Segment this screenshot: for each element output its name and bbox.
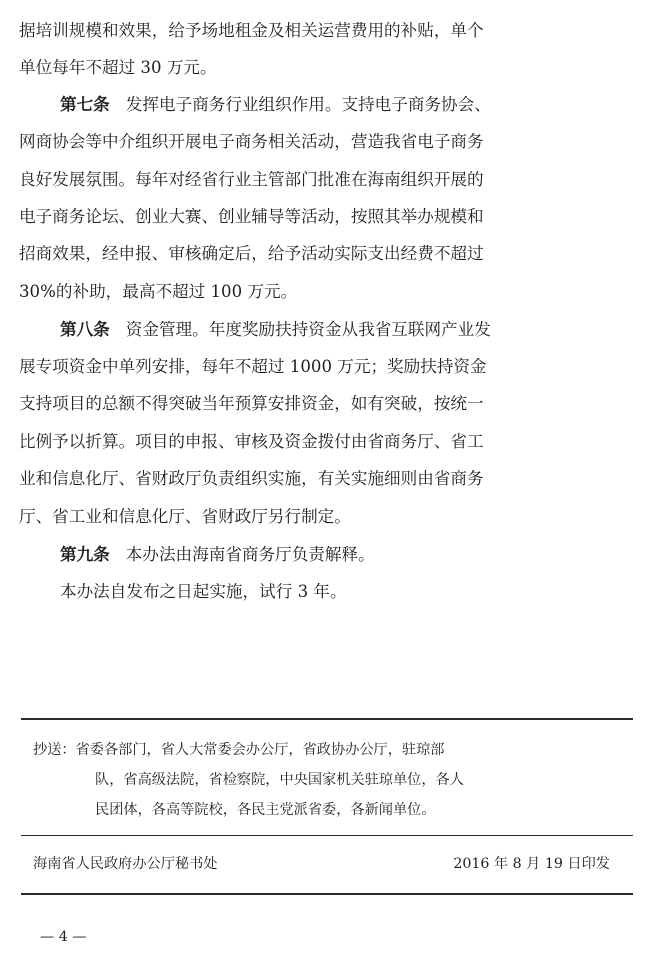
body-line: 招商效果，经申报、审核确定后，给予活动实际支出经费不超过 <box>19 244 484 263</box>
cc-line: 抄送：省委各部门，省人大常委会办公厅，省政协办公厅，驻琼部 <box>33 742 445 758</box>
body-line: 30%的补助，最高不超过 100 万元。 <box>19 282 298 301</box>
cc-line: 民团体，各高等院校，各民主党派省委，各新闻单位。 <box>95 802 436 818</box>
article-8-heading: 第八条 <box>60 320 110 339</box>
article-7-first-line <box>60 93 491 117</box>
page-number: — 4 — <box>40 929 87 945</box>
footer-top-rule <box>21 718 633 720</box>
footer-bottom-rule <box>21 893 633 895</box>
body-line: 业和信息化厅、省财政厅负责组织实施，有关实施细则由省商务 <box>19 469 484 488</box>
body-line: 展专项资金中单列安排，每年不超过 1000 万元；奖励扶持资金 <box>19 357 487 376</box>
article-8-text: 资金管理。年度奖励扶持资金从我省互联网产业发 <box>125 320 491 339</box>
body-line: 支持项目的总额不得突破当年预算安排资金，如有突破，按统一 <box>19 394 484 413</box>
issuer: 海南省人民政府办公厅秘书处 <box>33 856 218 872</box>
body-line: 电子商务论坛、创业大赛、创业辅导等活动，按照其举办规模和 <box>19 207 484 226</box>
article-9-heading: 第九条 <box>60 545 110 564</box>
print-date: 2016 年 8 月 19 日印发 <box>453 856 610 872</box>
closing-line: 本办法自发布之日起实施，试行 3 年。 <box>60 582 347 601</box>
article-7-heading: 第七条 <box>60 95 110 114</box>
article-8-first-line <box>60 318 491 342</box>
article-9-line <box>60 543 375 567</box>
body-line: 厅、省工业和信息化厅、省财政厅另行制定。 <box>19 507 351 526</box>
body-line: 单位每年不超过 30 万元。 <box>19 58 217 77</box>
body-line: 据培训规模和效果，给予场地租金及相关运营费用的补贴，单个 <box>19 21 484 40</box>
body-line: 比例予以折算。项目的申报、审核及资金拨付由省商务厅、省工 <box>19 432 484 451</box>
article-9-text: 本办法由海南省商务厅负责解释。 <box>125 545 375 564</box>
article-7-text: 发挥电子商务行业组织作用。支持电子商务协会、 <box>125 95 491 114</box>
body-line: 网商协会等中介组织开展电子商务相关活动，营造我省电子商务 <box>19 132 484 151</box>
body-line: 良好发展氛围。每年对经省行业主管部门批准在海南组织开展的 <box>19 170 484 189</box>
cc-line: 队，省高级法院，省检察院，中央国家机关驻琼单位，各人 <box>95 772 464 788</box>
footer-mid-rule <box>21 835 633 836</box>
